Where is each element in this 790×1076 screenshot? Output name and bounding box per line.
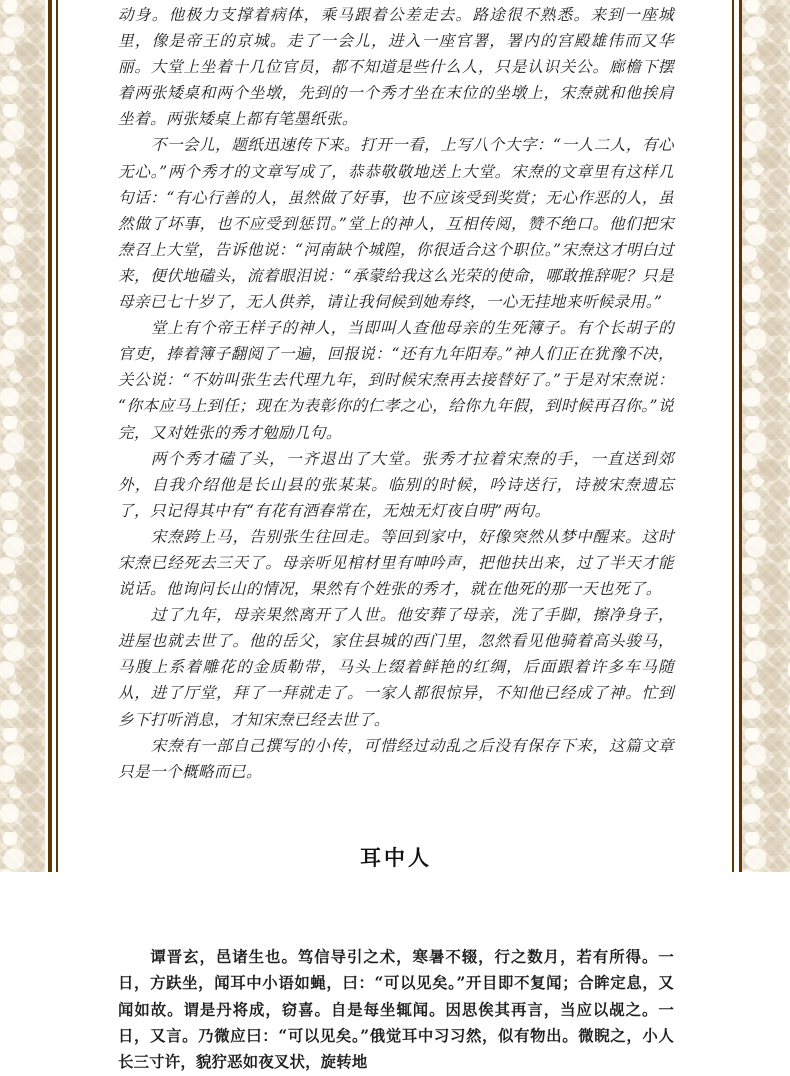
paragraph: 动身。他极力支撑着病体，乘马跟着公差走去。路途很不熟悉。来到一座城里，像是帝王的京城。走了一会儿，进入一座官署，署内的宫殿雄伟而又华丽。大堂上坐着十几位官员，都不知道是些什么人，只是认识关公。廊檐下摆着两张矮桌和两个坐墩，先到的一个秀才坐在末位的坐墩上，宋焘就和他挨肩坐着。两张矮桌上都有笔墨纸张。 — [118, 6, 674, 129]
chapter-title: 耳中人 — [360, 844, 432, 870]
classical-original-section — [118, 944, 674, 1076]
right-decorative-border — [742, 0, 790, 872]
spacer-after-title — [118, 872, 674, 944]
paragraph: 宋焘跨上马，告别张生往回走。等回到家中，好像突然从梦中醒来。这时宋焘已经死去三天了。母亲听见棺材里有呻吟声，把他扶出来，过了半天才能说话。他询问长山的情况，果然有个姓张的秀才，就在他死的那一天也死了。 — [118, 527, 674, 599]
paragraph: 两个秀才磕了头，一齐退出了大堂。张秀才拉着宋焘的手，一直送到郊外，自我介绍他是长山县的张某某。临别的时候，吟诗送行，诗被宋焘遗忘了，只记得其中有“有花有酒春常在，无烛无灯夜自明”两句。 — [118, 449, 674, 520]
translation-section — [118, 0, 674, 785]
text-column — [118, 0, 674, 1072]
paragraph: 不一会儿，题纸迅速传下来。打开一看，上写八个大字：“一人二人，有心无心。”两个秀才的文章写成了，恭恭敬敬地送上大堂。宋焘的文章里有这样几句话：“有心行善的人，虽然做了好事，也不应该受到奖赏；无心作恶的人，虽然做了坏事，也不应受到惩罚。”堂上的神人，互相传阅，赞不绝口。他们把宋焘召上大堂，告诉他说：“河南缺个城隍，你很适合这个职位。”宋焘这才明白过来，便伏地磕头，流着眼泪说：“承蒙给我这么光荣的使命，哪敢推辞呢？只是母亲已七十岁了，无人供养，请让我伺候到她寿终，一心无挂地来听候录用。” — [118, 136, 674, 312]
left-outer-rule — [48, 0, 52, 872]
left-inner-rule — [56, 0, 58, 872]
paragraph: 堂上有个帝王样子的神人，当即叫人查他母亲的生死簿子。有个长胡子的官吏，捧着簿子翻阅了一遍，回报说：“还有九年阳寿。”神人们正在犹豫不决，关公说：“不妨叫张生去代理九年，到时候宋焘再去接替好了。”于是对宋焘说：“你本应马上到任；现在为表彰你的仁孝之心，给你九年假，到时候再召你。”说完，又对姓张的秀才勉励几句。 — [118, 319, 674, 442]
right-inner-rule — [732, 0, 734, 872]
paragraph: 宋焘有一部自己撰写的小传，可惜经过动乱之后没有保存下来，这篇文章只是一个概略而已。 — [118, 736, 674, 781]
spacer-before-title — [118, 785, 674, 842]
paragraph: 过了九年，母亲果然离开了人世。他安葬了母亲，洗了手脚，擦净身子，进屋也就去世了。他的岳父，家住县城的西门里，忽然看见他骑着高头骏马，马腹上系着雕花的金质勒带，马头上缀着鲜艳的红绸，后面跟着许多车马随从，进了厅堂，拜了一拜就走了。一家人都很惊异，不知他已经成了神。忙到乡下打听消息，才知宋焘已经去世了。 — [118, 606, 674, 729]
left-decorative-border — [0, 0, 45, 872]
paragraph: 谭晋玄，邑诸生也。笃信导引之术，寒暑不辍，行之数月，若有所得。一日，方趺坐，闻耳中小语如蝇，曰：“可以见矣。”开目即不复闻；合眸定息，又闻如故。谓是丹将成，窃喜。自是每坐辄闻。因思俟其再言，当应以觇之。一日，又言。乃微应曰：“可以见矣。”俄觉耳中习习然，似有物出。微睨之，小人长三寸许，貌狞恶如夜叉状，旋转地 — [118, 947, 674, 1072]
